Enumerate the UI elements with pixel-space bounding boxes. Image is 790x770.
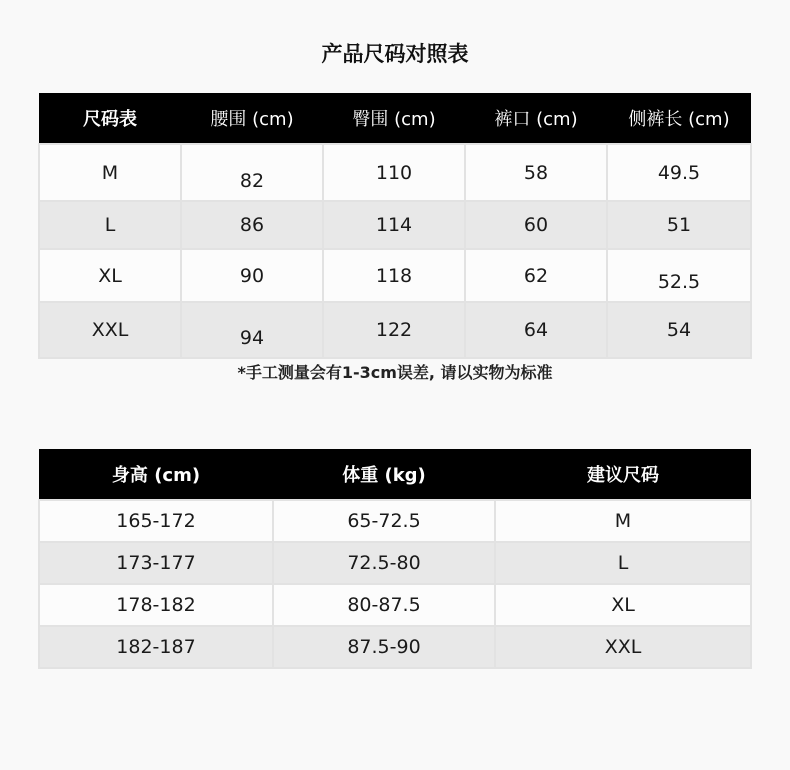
page-title: 产品尺码对照表 — [321, 42, 469, 66]
header-leg-opening: 裤口 (cm) — [465, 93, 607, 144]
recommended-size-cell: M — [495, 500, 751, 542]
size-cell: XL — [39, 249, 181, 302]
height-cell: 182-187 — [39, 626, 273, 668]
header-weight: 体重 (kg) — [273, 449, 495, 500]
header-height: 身高 (cm) — [39, 449, 273, 500]
recommendation-header-row — [39, 449, 751, 500]
size-recommendation-table — [38, 449, 752, 669]
hip-cell: 110 — [323, 144, 465, 201]
size-cell: XXL — [39, 302, 181, 358]
recommended-size-cell: XL — [495, 584, 751, 626]
waist-cell: 82 — [181, 144, 323, 201]
table-row — [39, 302, 751, 358]
header-waist: 腰围 (cm) — [181, 93, 323, 144]
weight-cell: 80-87.5 — [273, 584, 495, 626]
side-length-cell: 51 — [607, 201, 751, 249]
header-side-length: 侧裤长 (cm) — [607, 93, 751, 144]
weight-cell: 72.5-80 — [273, 542, 495, 584]
waist-cell: 90 — [181, 249, 323, 302]
table-row — [39, 542, 751, 584]
measurement-note: *手工测量会有1-3cm误差, 请以实物为标准 — [237, 363, 553, 382]
size-cell: L — [39, 201, 181, 249]
leg-opening-cell: 58 — [465, 144, 607, 201]
header-size-label: 尺码表 — [39, 93, 181, 144]
side-length-cell: 52.5 — [607, 249, 751, 302]
header-hip: 臀围 (cm) — [323, 93, 465, 144]
leg-opening-cell: 62 — [465, 249, 607, 302]
size-chart-table — [38, 93, 752, 359]
table-row — [39, 584, 751, 626]
leg-opening-cell: 64 — [465, 302, 607, 358]
hip-cell: 122 — [323, 302, 465, 358]
leg-opening-cell: 60 — [465, 201, 607, 249]
recommended-size-cell: XXL — [495, 626, 751, 668]
hip-cell: 114 — [323, 201, 465, 249]
table-row — [39, 201, 751, 249]
height-cell: 178-182 — [39, 584, 273, 626]
table-row — [39, 500, 751, 542]
weight-cell: 87.5-90 — [273, 626, 495, 668]
side-length-cell: 54 — [607, 302, 751, 358]
waist-cell: 94 — [181, 302, 323, 358]
header-recommended-size: 建议尺码 — [495, 449, 751, 500]
height-cell: 173-177 — [39, 542, 273, 584]
weight-cell: 65-72.5 — [273, 500, 495, 542]
side-length-cell: 49.5 — [607, 144, 751, 201]
waist-cell: 86 — [181, 201, 323, 249]
table-row — [39, 249, 751, 302]
size-cell: M — [39, 144, 181, 201]
hip-cell: 118 — [323, 249, 465, 302]
table-row — [39, 144, 751, 201]
size-chart-header-row — [39, 93, 751, 144]
recommended-size-cell: L — [495, 542, 751, 584]
table-row — [39, 626, 751, 668]
height-cell: 165-172 — [39, 500, 273, 542]
